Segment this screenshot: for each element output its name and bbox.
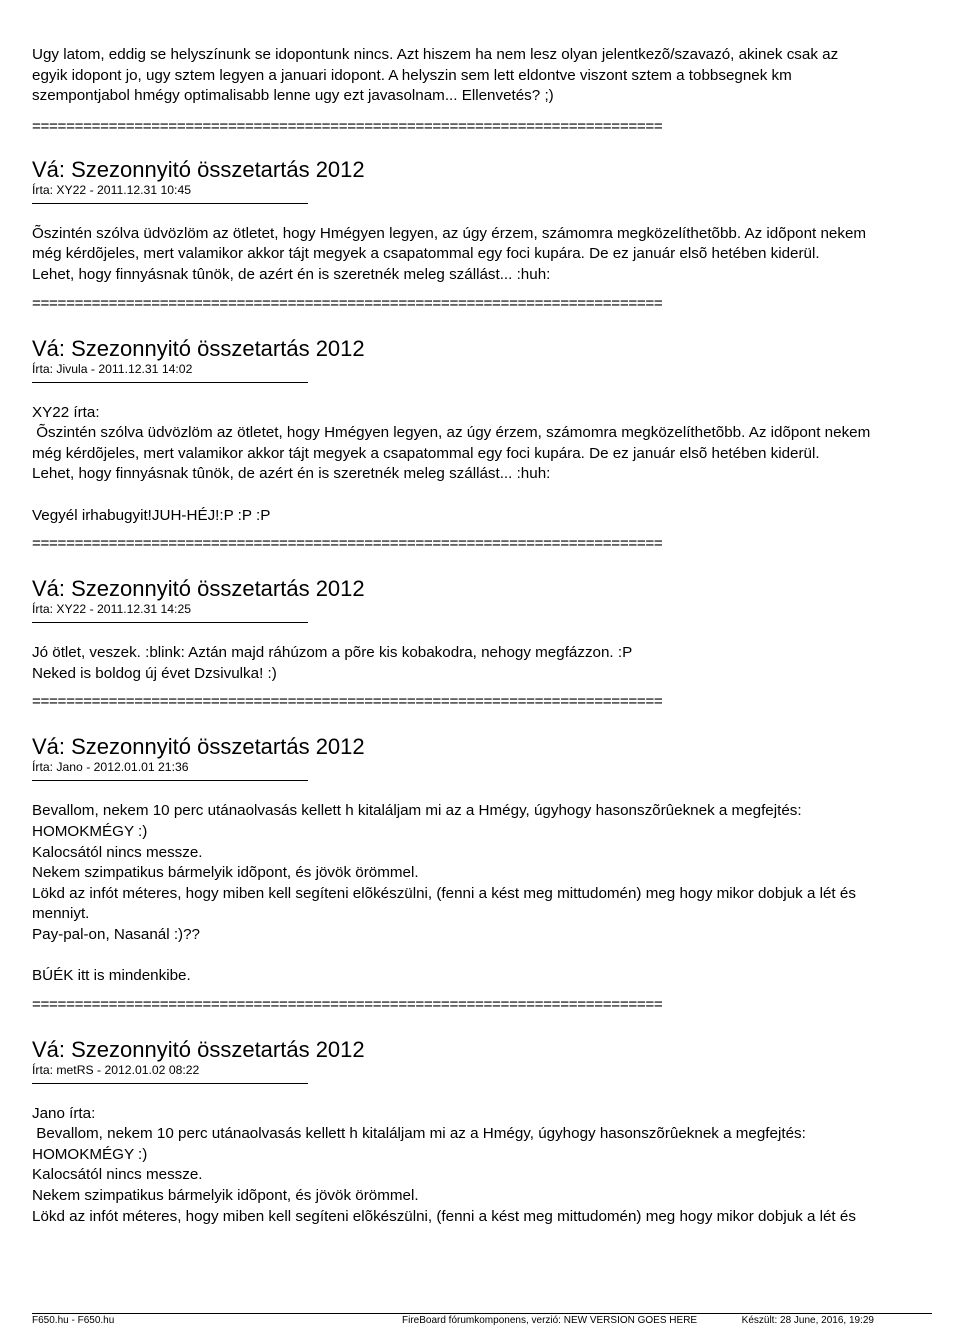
post-line: még kérdõjeles, mert valamikor akkor tájt megyek a csapatommal egy foci kupára. De ez január elsõ hetében kiderül. (32, 245, 820, 263)
post (32, 157, 932, 286)
post-line: Jó ötlet, veszek. :blink: Aztán majd ráhúzom a põre kis kobakodra, nehogy megfázzon. :P (32, 644, 633, 662)
post-meta: Írta: Jano - 2012.01.01 21:36 (32, 760, 189, 775)
post-meta: Írta: XY22 - 2011.12.31 14:25 (32, 602, 192, 617)
post (32, 576, 932, 684)
separator: ========================================================================== (32, 693, 663, 711)
separator: ========================================================================== (32, 995, 663, 1013)
post-line (32, 485, 932, 506)
post-line: Kalocsától nincs messze. (32, 1166, 203, 1184)
post-line: Õszintén szólva üdvözlöm az ötletet, hogy Hmégyen legyen, az úgy érzem, számomra megközelíthetõbb. Az idõpont nekem (32, 224, 867, 242)
post-title: Vá: Szezonnyitó összetartás 2012 (32, 335, 365, 361)
post (32, 336, 932, 527)
post-line (32, 945, 932, 966)
quote-author: Jano írta: (32, 1104, 96, 1122)
post-line: HOMOKMÉGY :) (32, 1145, 148, 1163)
intro-line: szempontjabol hmégy optimalisabb lenne ugy ezt javasolnam... Ellenvetés? ;) (32, 87, 554, 105)
post-title: Vá: Szezonnyitó összetartás 2012 (32, 1036, 365, 1062)
post-title: Vá: Szezonnyitó összetartás 2012 (32, 576, 365, 602)
post-line: Lehet, hogy finnyásnak tûnök, de azért én is szeretnék meleg szállást... :huh: (32, 465, 551, 483)
intro-line: Ugy latom, eddig se helyszínunk se idopontunk nincs. Azt hiszem ha nem lesz olyan jelentkezõ/szavazó, akinek csak az (32, 46, 839, 63)
post-line: Õszintén szólva üdvözlöm az ötletet, hogy Hmégyen legyen, az úgy érzem, számomra megközelíthetõbb. Az idõpont nekem (32, 424, 871, 442)
document-body (32, 45, 932, 1227)
footer-generator: FireBoard fórumkomponens, verzió: NEW VERSION GOES HERE (402, 1315, 698, 1326)
separator: ========================================================================== (32, 535, 663, 553)
post-line: menniyt. (32, 905, 90, 923)
post-line: Nekem szimpatikus bármelyik idõpont, és jövök örömmel. (32, 1187, 419, 1205)
post (32, 1037, 932, 1228)
post-line: még kérdõjeles, mert valamikor akkor tájt megyek a csapatommal egy foci kupára. De ez január elsõ hetében kiderül. (32, 444, 820, 462)
post-meta: Írta: Jivula - 2011.12.31 14:02 (32, 361, 193, 376)
post-title: Vá: Szezonnyitó összetartás 2012 (32, 156, 365, 182)
footer-site: F650.hu - F650.hu (32, 1315, 115, 1326)
post-line: Lehet, hogy finnyásnak tûnök, de azért én is szeretnék meleg szállást... :huh: (32, 265, 551, 283)
intro-line: egyik idopont jo, ugy sztem legyen a januari idopont. A helyszin sem lett eldontve viszont sztem a tobbsegnek km (32, 66, 792, 84)
post-line: Bevallom, nekem 10 perc utánaolvasás kellett h kitaláljam mi az a Hmégy, úgyhogy hasonszõrûeknek a megfejtés: (32, 1125, 806, 1143)
post-line: Lökd az infót méteres, hogy miben kell segíteni elõkészülni, (fenni a kést meg mittudomén) meg hogy mikor dobjuk a lét és (32, 1207, 856, 1225)
post-line: Lökd az infót méteres, hogy miben kell segíteni elõkészülni, (fenni a kést meg mittudomén) meg hogy mikor dobjuk a lét és (32, 884, 856, 902)
post-line: Nekem szimpatikus bármelyik idõpont, és jövök örömmel. (32, 864, 419, 882)
page-footer (32, 1313, 932, 1328)
post-line: Neked is boldog új évet Dzsivulka! :) (32, 664, 277, 682)
quote-author: XY22 írta: (32, 403, 100, 421)
post-line: HOMOKMÉGY :) (32, 822, 148, 840)
intro-text (32, 45, 932, 107)
post (32, 734, 932, 986)
footer-created: Készült: 28 June, 2016, 19:29 (741, 1315, 874, 1326)
separator: ========================================================================== (32, 117, 663, 135)
separator: ========================================================================== (32, 294, 663, 312)
post-line: Pay-pal-on, Nasanál :)?? (32, 925, 200, 943)
post-title: Vá: Szezonnyitó összetartás 2012 (32, 734, 365, 760)
post-meta: Írta: metRS - 2012.01.02 08:22 (32, 1062, 200, 1077)
post-line: BÚÉK itt is mindenkibe. (32, 967, 191, 985)
post-line: Vegyél irhabugyit!JUH-HÉJ!:P :P :P (32, 506, 271, 524)
post-line: Kalocsától nincs messze. (32, 843, 203, 861)
post-line: Bevallom, nekem 10 perc utánaolvasás kellett h kitaláljam mi az a Hmégy, úgyhogy hasonszõrûeknek a megfejtés: (32, 802, 802, 820)
post-meta: Írta: XY22 - 2011.12.31 10:45 (32, 182, 192, 197)
